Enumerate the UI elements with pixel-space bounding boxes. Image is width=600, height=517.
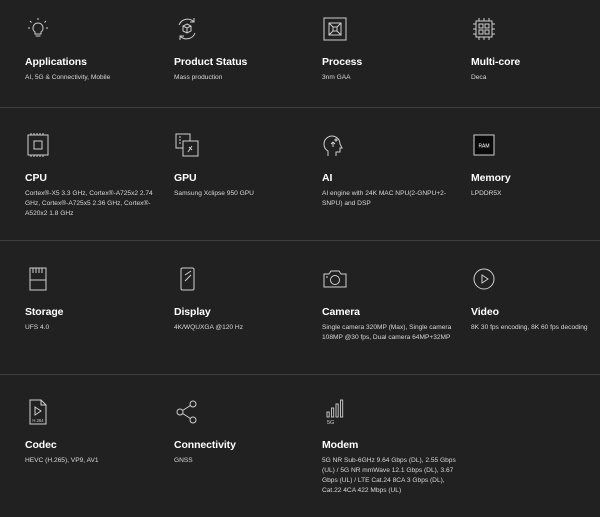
spec-item-camera [322, 266, 460, 356]
spec-item-modem [322, 399, 460, 499]
spec-value: 3nm GAA [322, 74, 351, 81]
spec-item-memory [471, 132, 600, 222]
spec-label: Camera [322, 306, 360, 318]
spec-value: AI engine with 24K MAC NPU(2-GNPU+2-SNPU) and DSP [322, 190, 447, 207]
spec-item-codec [25, 399, 163, 499]
spec-item-cpu [25, 132, 163, 222]
video-play-icon [471, 266, 497, 292]
spec-value: Samsung Xclipse 950 GPU [174, 190, 254, 197]
share-network-icon [174, 399, 200, 425]
spec-value: Deca [471, 74, 487, 81]
spec-label: Process [322, 56, 363, 68]
spec-item-storage [25, 266, 163, 356]
spec-item-connectivity [174, 399, 312, 499]
storage-card-icon [25, 266, 51, 292]
spec-item-video [471, 266, 600, 356]
ram-chip-icon [471, 132, 497, 158]
codec-label: H.264 [32, 418, 44, 423]
ai-head-icon [322, 132, 348, 158]
ram-label: RAM [478, 143, 490, 150]
row-divider [0, 107, 600, 108]
cpu-chip-icon [25, 132, 51, 158]
spec-value: 8K 30 fps encoding, 8K 60 fps decoding [471, 324, 588, 331]
spec-label: Connectivity [174, 439, 236, 451]
spec-label: Display [174, 306, 211, 318]
spec-item-product-status [174, 16, 312, 96]
spec-value: UFS 4.0 [25, 324, 50, 331]
spec-label: Modem [322, 439, 359, 451]
spec-label: CPU [25, 172, 47, 184]
multicore-chip-icon [471, 16, 497, 42]
spec-item-process [322, 16, 460, 96]
spec-label: Multi-core [471, 56, 521, 68]
spec-label: Storage [25, 306, 64, 318]
lightbulb-icon [25, 16, 51, 42]
spec-value: Cortex®-X5 3.3 GHz, Cortex®-A725x2 2.74 GHz, Cortex®-A725x5 2.36 GHz, Cortex®-A520x2 1.8 GHz [25, 190, 153, 217]
5g-label: 5G [327, 420, 335, 425]
spec-value: GNSS [174, 457, 193, 464]
spec-item-gpu [174, 132, 312, 222]
spec-label: GPU [174, 172, 197, 184]
gpu-icon [174, 132, 200, 158]
row-divider [0, 374, 600, 375]
spec-value: 4K/WQUXGA @120 Hz [174, 324, 243, 331]
spec-label: Video [471, 306, 499, 318]
spec-value: HEVC (H.265), VP9, AV1 [25, 457, 99, 464]
spec-value: 5G NR Sub-6GHz 9.64 Gbps (DL), 2.55 Gbps (UL) / 5G NR mmWave 12.1 Gbps (DL), 3.67 Gbps (UL) / LTE Cat.24 8CA 3 Gbps (DL), Cat.22 4CA 422 Mbps (UL) [322, 457, 456, 494]
spec-label: AI [322, 172, 333, 184]
spec-item-multi-core [471, 16, 600, 96]
spec-value: AI, 5G & Connectivity, Mobile [25, 74, 111, 81]
signal-5g-icon [322, 399, 348, 425]
spec-label: Codec [25, 439, 57, 451]
camera-icon [322, 266, 348, 292]
spec-label: Memory [471, 172, 511, 184]
spec-value: Mass production [174, 74, 223, 81]
process-node-icon [322, 16, 348, 42]
spec-label: Applications [25, 56, 87, 68]
codec-file-icon [25, 399, 51, 425]
spec-item-ai [322, 132, 460, 222]
phone-display-icon [174, 266, 200, 292]
spec-value: Single camera 320MP (Max), Single camera 108MP @30 fps, Dual camera 64MP+32MP [322, 324, 452, 341]
spec-label: Product Status [174, 56, 248, 68]
spec-value: LPDDR5X [471, 190, 502, 197]
cube-cycle-icon [174, 16, 200, 42]
spec-item-applications [25, 16, 163, 96]
spec-item-display [174, 266, 312, 356]
row-divider [0, 240, 600, 241]
